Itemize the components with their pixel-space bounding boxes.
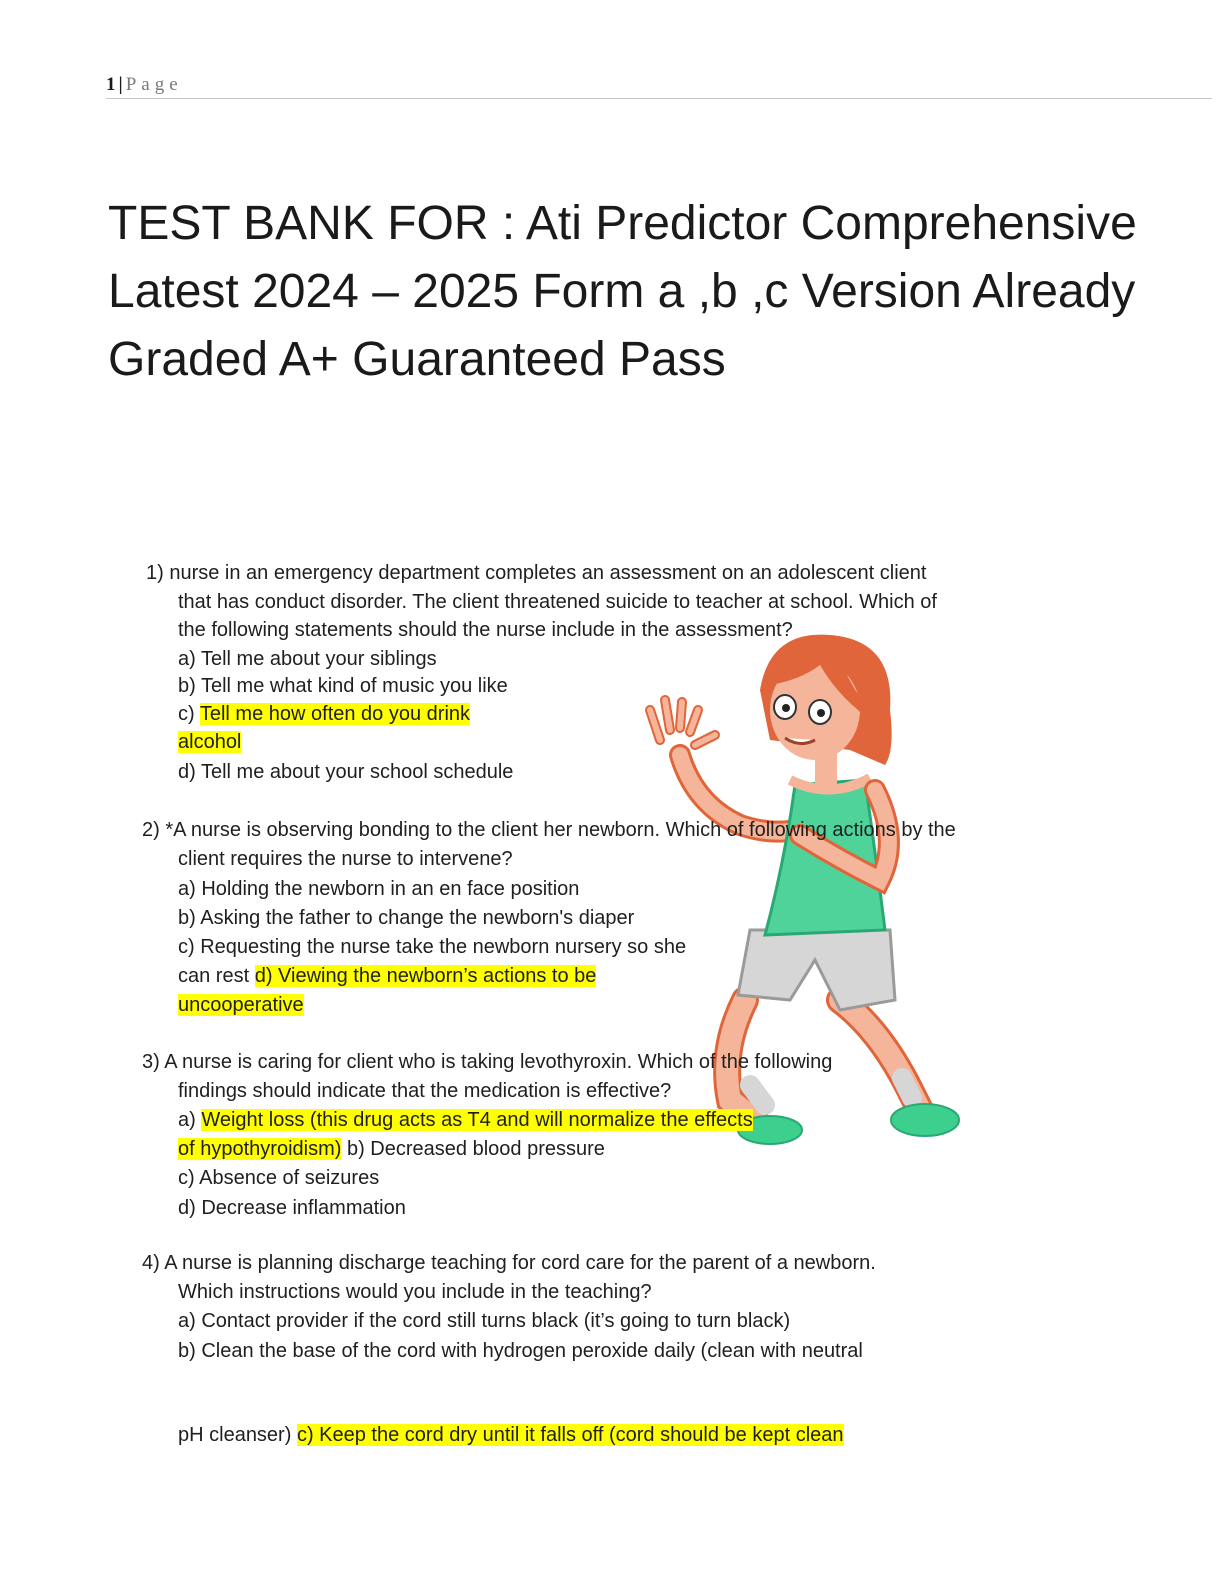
q2-option-c-tail: can rest [178,965,255,987]
q3-option-c: c) Absence of seizures [178,1167,380,1189]
q1-option-a: a) Tell me about your siblings [178,648,437,670]
q4-option-b: b) Clean the base of the cord with hydrogen peroxide daily (clean with neutral [178,1340,863,1362]
q3-option-d: d) Decrease inflammation [178,1197,406,1219]
page-number: 1 [106,74,116,95]
q4-stem-line-1: 4) A nurse is planning discharge teaching for cord care for the parent of a newborn. [142,1252,876,1274]
q1-stem-line-2: that has conduct disorder. The client threatened suicide to teacher at school. Which of [178,591,937,613]
q3-option-a-prefix: a) [178,1109,202,1131]
title-line-1: TEST BANK FOR : Ati Predictor Comprehensive [108,197,1137,250]
q1-answer-highlight: Tell me how often do you drink [199,703,471,725]
q1-option-d: d) Tell me about your school schedule [178,761,514,783]
q2-option-b: b) Asking the father to change the newborn's diaper [178,907,635,929]
q3-stem-line-1: 3) A nurse is caring for client who is taking levothyroxin. Which of the following [142,1051,833,1073]
q3-answer-highlight: Weight loss (this drug acts as T4 and will normalize the effects [201,1109,753,1131]
q3-option-a-cont [178,1136,605,1162]
q1-option-c-prefix: c) [178,703,200,725]
q2-option-d-cont [178,992,304,1018]
q4-stem-line-2: Which instructions would you include in the teaching? [178,1281,652,1303]
page-separator: | [118,74,123,95]
q4-option-a: a) Contact provider if the cord still turns black (it’s going to turn black) [178,1310,791,1332]
q1-option-b: b) Tell me what kind of music you like [178,675,508,697]
q1-answer-highlight-cont: alcohol [178,731,242,753]
q1-option-c [178,701,470,727]
q3-stem-line-2: findings should indicate that the medication is effective? [178,1080,672,1102]
q2-stem-line-2: client requires the nurse to intervene? [178,848,513,870]
q3-option-a [178,1107,753,1133]
page-header [106,74,1212,99]
page-label: Page [125,74,183,95]
q2-option-c: c) Requesting the nurse take the newborn nursery so she [178,936,687,958]
q2-option-c-cont [178,963,596,989]
title-line-3: Graded A+ Guaranteed Pass [108,333,726,386]
q3-option-b: b) Decreased blood pressure [341,1138,605,1160]
q4-option-b-cont [178,1422,844,1448]
q3-answer-highlight-cont: of hypothyroidism) [178,1138,342,1160]
title-line-2: Latest 2024 – 2025 Form a ,b ,c Version Already [108,265,1136,318]
q2-answer-highlight: d) Viewing the newborn’s actions to be [254,965,597,987]
q1-stem-line-3: the following statements should the nurse include in the assessment? [178,619,793,641]
q4-option-b-tail: pH cleanser) [178,1424,297,1446]
q2-answer-highlight-cont: uncooperative [178,994,304,1016]
document-title [108,190,1208,394]
q4-answer-highlight: c) Keep the cord dry until it falls off (cord should be kept clean [296,1424,844,1446]
q1-option-c-cont [178,729,241,755]
q2-option-a: a) Holding the newborn in an en face position [178,878,580,900]
q1-stem-line-1: 1) nurse in an emergency department completes an assessment on an adolescent client [146,562,927,584]
q2-stem-line-1: 2) *A nurse is observing bonding to the client her newborn. Which of following actions by the [142,819,956,841]
